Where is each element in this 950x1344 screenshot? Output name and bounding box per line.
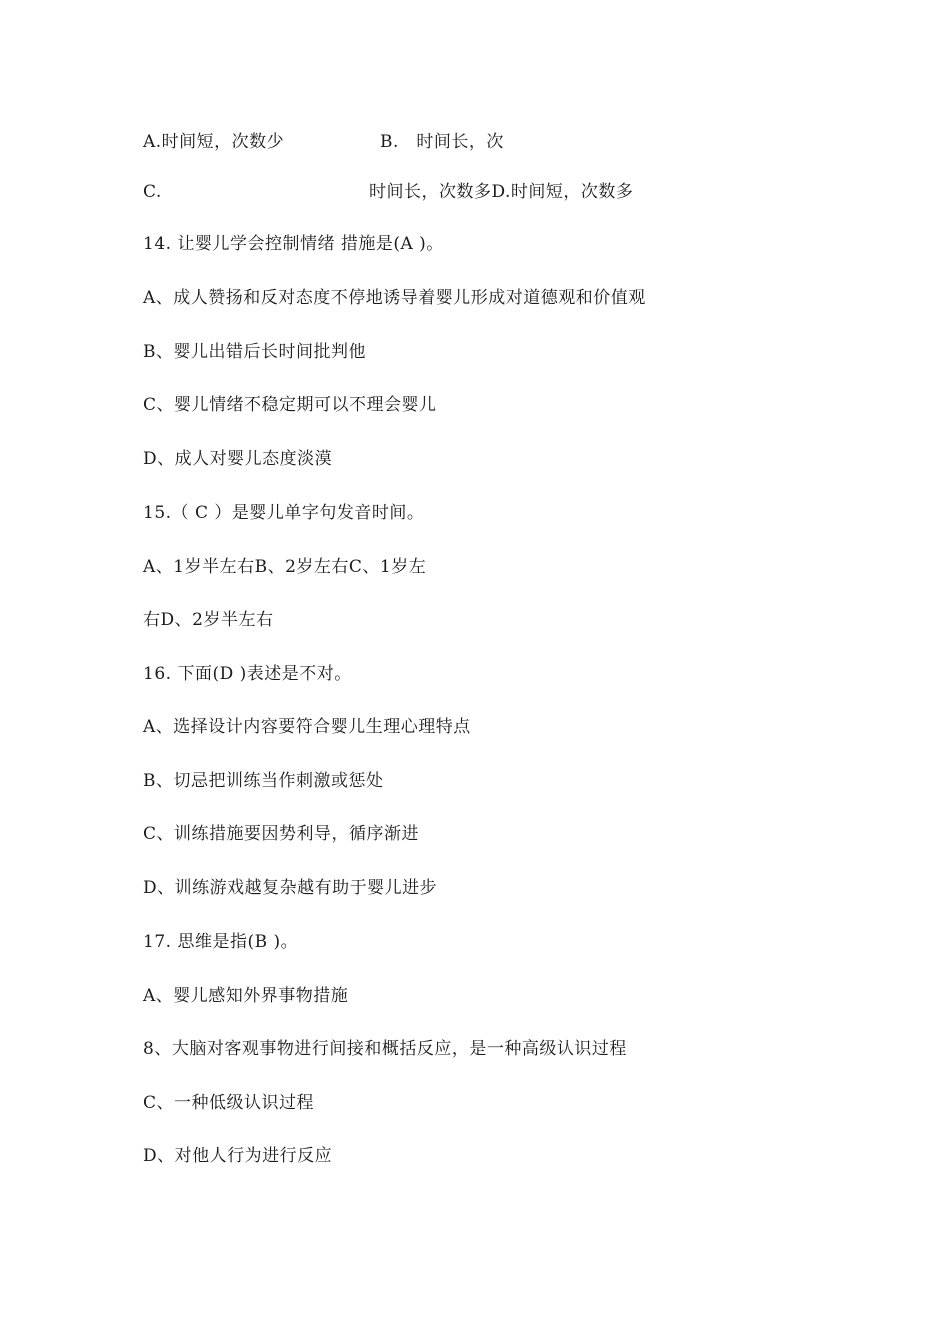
question-14-option-a: A、成人赞扬和反对态度不停地诱导着婴儿形成对道德观和价值观 bbox=[143, 288, 646, 308]
option-c-label: C. bbox=[143, 182, 162, 202]
question-16-option-c: C、训练措施要因势利导，循序渐进 bbox=[143, 824, 420, 844]
question-17-option-d: D、对他人行为进行反应 bbox=[143, 1146, 333, 1166]
question-14-option-c: C、婴儿情绪不稳定期可以不理会婴儿 bbox=[143, 395, 437, 415]
question-15-options-line-2: 右D、2岁半左右 bbox=[143, 610, 274, 630]
question-16: 16. 下面(D )表述是不对。 bbox=[143, 664, 352, 684]
question-16-option-b: B、切忌把训练当作刺激或惩处 bbox=[143, 771, 384, 791]
option-c-d-text: 时间长，次数多D.时间短，次数多 bbox=[369, 182, 634, 202]
option-a-text: A.时间短，次数少 bbox=[143, 132, 285, 152]
question-15-options-line-1: A、1岁半左右B、2岁左右C、1岁左 bbox=[143, 557, 427, 577]
option-b-text: B. 时间长，次 bbox=[380, 132, 504, 152]
question-16-option-d: D、训练游戏越复杂越有助于婴儿进步 bbox=[143, 878, 438, 898]
question-17-option-c: C、一种低级认识过程 bbox=[143, 1093, 315, 1113]
question-14: 14. 让婴儿学会控制情绪 措施是(A )。 bbox=[143, 234, 444, 254]
question-17-option-a: A、婴儿感知外界事物措施 bbox=[143, 986, 349, 1006]
question-17-option-b: 8、大脑对客观事物进行间接和概括反应，是一种高级认识过程 bbox=[143, 1039, 627, 1059]
question-15: 15.（ C ）是婴儿单字句发音时间。 bbox=[143, 503, 425, 523]
question-14-option-b: B、婴儿出错后长时间批判他 bbox=[143, 342, 366, 362]
question-16-option-a: A、选择设计内容要符合婴儿生理心理特点 bbox=[143, 717, 471, 737]
question-14-option-d: D、成人对婴儿态度淡漠 bbox=[143, 449, 333, 469]
question-17: 17. 思维是指(B )。 bbox=[143, 932, 299, 952]
